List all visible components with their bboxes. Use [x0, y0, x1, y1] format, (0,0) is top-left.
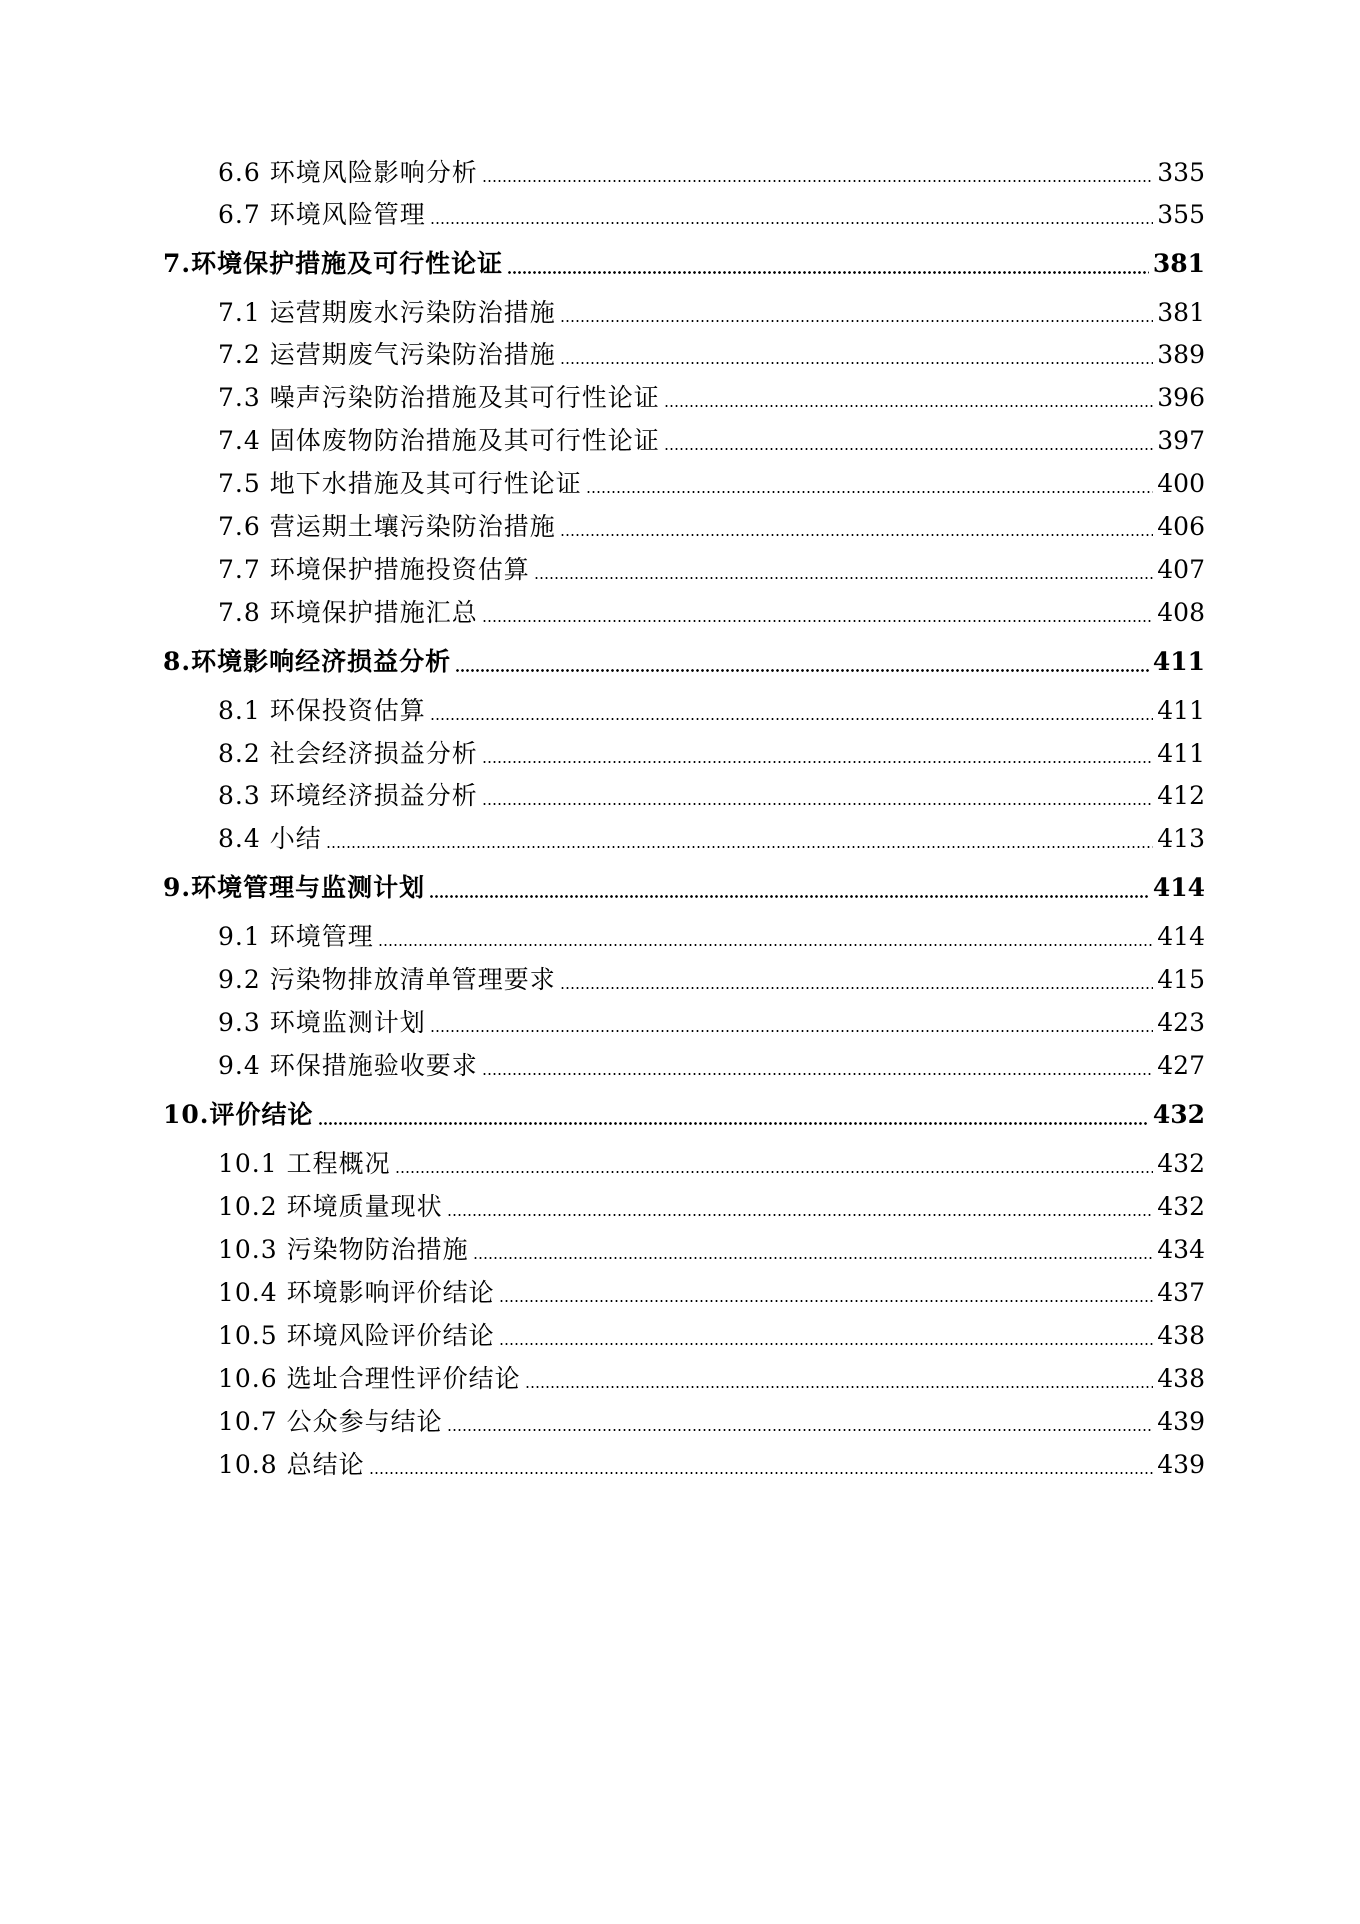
toc-entry-title: 10.2 环境质量现状	[218, 1192, 443, 1221]
toc-page-number: 415	[1157, 965, 1205, 994]
toc-page-number: 432	[1152, 1100, 1205, 1129]
toc-section-entry[interactable]	[218, 380, 1205, 416]
toc-page-number: 397	[1157, 426, 1205, 455]
toc-entry-title: 9.3 环境监测计划	[218, 1008, 426, 1037]
toc-entry-title: 7.7 环境保护措施投资估算	[218, 555, 530, 584]
toc-page-number: 335	[1157, 158, 1205, 187]
dot-leader	[430, 1030, 1154, 1032]
toc-page-number: 437	[1157, 1278, 1205, 1307]
toc-entry-title: 7.3 噪声污染防治措施及其可行性论证	[218, 383, 660, 412]
toc-section-entry[interactable]	[218, 1275, 1205, 1311]
dot-leader	[318, 1122, 1149, 1125]
toc-entry-title: 8.4 小结	[218, 824, 322, 853]
toc-entry-title: 8.2 社会经济损益分析	[218, 739, 478, 768]
dot-leader	[499, 1300, 1154, 1302]
dot-leader	[664, 405, 1154, 407]
toc-section-entry[interactable]	[218, 552, 1205, 588]
dot-leader	[560, 320, 1154, 322]
toc-page-number: 432	[1157, 1149, 1205, 1178]
dot-leader	[482, 1073, 1154, 1075]
dot-leader	[560, 362, 1154, 364]
toc-section-entry[interactable]	[218, 736, 1205, 772]
toc-page-number: 381	[1157, 298, 1205, 327]
dot-leader	[560, 987, 1154, 989]
toc-entry-title: 10.1 工程概况	[218, 1149, 391, 1178]
toc-entry-title: 6.6 环境风险影响分析	[218, 158, 478, 187]
toc-section-entry[interactable]	[218, 295, 1205, 331]
toc-section-entry[interactable]	[218, 1146, 1205, 1182]
toc-page-number: 381	[1152, 249, 1205, 278]
dot-leader	[378, 944, 1154, 946]
toc-entry-title: 7.6 营运期土壤污染防治措施	[218, 512, 556, 541]
toc-page-number: 408	[1157, 598, 1205, 627]
toc-section-entry[interactable]	[218, 962, 1205, 998]
toc-entry-title: 7.2 运营期废气污染防治措施	[218, 340, 556, 369]
toc-page-number: 411	[1152, 647, 1205, 676]
toc-page-number: 389	[1157, 340, 1205, 369]
toc-entry-title: 8.3 环境经济损益分析	[218, 781, 478, 810]
toc-page-number: 432	[1157, 1192, 1205, 1221]
toc-page-number: 439	[1157, 1450, 1205, 1479]
toc-chapter-entry[interactable]	[163, 246, 1205, 282]
dot-leader	[525, 1386, 1154, 1388]
toc-section-entry[interactable]	[218, 821, 1205, 857]
toc-entry-title: 10.7 公众参与结论	[218, 1407, 443, 1436]
toc-page-number: 439	[1157, 1407, 1205, 1436]
toc-page-number: 438	[1157, 1321, 1205, 1350]
dot-leader	[369, 1472, 1154, 1474]
dot-leader	[430, 222, 1154, 224]
toc-page-number: 413	[1157, 824, 1205, 853]
toc-section-entry[interactable]	[218, 693, 1205, 729]
toc-chapter-entry[interactable]	[163, 644, 1205, 680]
dot-leader	[455, 669, 1149, 672]
dot-leader	[326, 846, 1154, 848]
toc-page-number: 411	[1157, 696, 1205, 725]
dot-leader	[586, 491, 1154, 493]
toc-entry-title: 7.1 运营期废水污染防治措施	[218, 298, 556, 327]
toc-page-number: 414	[1152, 873, 1205, 902]
toc-section-entry[interactable]	[218, 1447, 1205, 1483]
dot-leader	[395, 1171, 1154, 1173]
toc-section-entry[interactable]	[218, 919, 1205, 955]
toc-entry-title: 8.环境影响经济损益分析	[163, 647, 452, 676]
dot-leader	[447, 1214, 1154, 1216]
toc-entry-title: 7.8 环境保护措施汇总	[218, 598, 478, 627]
toc-page-number: 396	[1157, 383, 1205, 412]
toc-section-entry[interactable]	[218, 337, 1205, 373]
toc-entry-title: 10.3 污染物防治措施	[218, 1235, 469, 1264]
toc-entry-title: 10.4 环境影响评价结论	[218, 1278, 495, 1307]
dot-leader	[447, 1429, 1154, 1431]
toc-section-entry[interactable]	[218, 1404, 1205, 1440]
toc-entry-title: 9.4 环保措施验收要求	[218, 1051, 478, 1080]
toc-page-number: 355	[1157, 200, 1205, 229]
toc-page-number: 407	[1157, 555, 1205, 584]
toc-entry-title: 9.2 污染物排放清单管理要求	[218, 965, 556, 994]
dot-leader	[473, 1257, 1154, 1259]
toc-entry-title: 9.环境管理与监测计划	[163, 873, 426, 902]
dot-leader	[499, 1343, 1154, 1345]
toc-entry-title: 9.1 环境管理	[218, 922, 374, 951]
toc-page-number: 427	[1157, 1051, 1205, 1080]
toc-section-entry[interactable]	[218, 778, 1205, 814]
toc-chapter-entry[interactable]	[163, 870, 1205, 906]
toc-entry-title: 8.1 环保投资估算	[218, 696, 426, 725]
toc-section-entry[interactable]	[218, 509, 1205, 545]
toc-section-entry[interactable]	[218, 1232, 1205, 1268]
dot-leader	[482, 761, 1154, 763]
dot-leader	[430, 718, 1154, 720]
dot-leader	[429, 895, 1149, 898]
toc-section-entry[interactable]	[218, 155, 1205, 191]
dot-leader	[482, 803, 1154, 805]
dot-leader	[664, 448, 1154, 450]
toc-entry-title: 10.6 选址合理性评价结论	[218, 1364, 521, 1393]
dot-leader	[534, 577, 1154, 579]
toc-entry-title: 10.5 环境风险评价结论	[218, 1321, 495, 1350]
toc-entry-title: 7.5 地下水措施及其可行性论证	[218, 469, 582, 498]
dot-leader	[482, 620, 1154, 622]
toc-section-entry[interactable]	[218, 1361, 1205, 1397]
toc-section-entry[interactable]	[218, 423, 1205, 459]
toc-page-number: 406	[1157, 512, 1205, 541]
toc-page-number: 400	[1157, 469, 1205, 498]
toc-entry-title: 10.评价结论	[163, 1100, 314, 1129]
dot-leader	[560, 534, 1154, 536]
toc-entry-title: 7.环境保护措施及可行性论证	[163, 249, 504, 278]
toc-section-entry[interactable]	[218, 1189, 1205, 1225]
toc-entry-title: 10.8 总结论	[218, 1450, 365, 1479]
dot-leader	[482, 180, 1154, 182]
toc-chapter-entry[interactable]	[163, 1097, 1205, 1133]
toc-entry-title: 6.7 环境风险管理	[218, 200, 426, 229]
toc-section-entry[interactable]	[218, 197, 1205, 233]
toc-entry-title: 7.4 固体废物防治措施及其可行性论证	[218, 426, 660, 455]
toc-section-entry[interactable]	[218, 466, 1205, 502]
toc-page-number: 414	[1157, 922, 1205, 951]
toc-section-entry[interactable]	[218, 1318, 1205, 1354]
toc-page-number: 411	[1157, 739, 1205, 768]
dot-leader	[507, 271, 1149, 274]
toc-section-entry[interactable]	[218, 1048, 1205, 1084]
toc-page-number: 412	[1157, 781, 1205, 810]
toc-section-entry[interactable]	[218, 1005, 1205, 1041]
toc-page-number: 434	[1157, 1235, 1205, 1264]
toc-page-number: 438	[1157, 1364, 1205, 1393]
toc-page-number: 423	[1157, 1008, 1205, 1037]
toc-section-entry[interactable]	[218, 595, 1205, 631]
